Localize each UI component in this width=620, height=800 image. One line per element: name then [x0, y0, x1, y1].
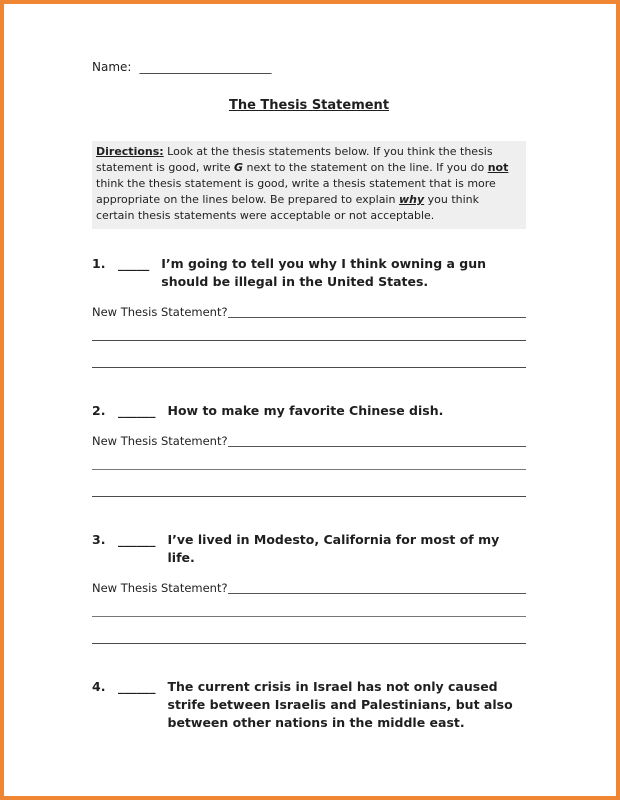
worksheet-title: The Thesis Statement	[228, 98, 390, 113]
question-text: I’m going to tell you why I think owning a gun should be illegal in the United States.	[161, 256, 487, 289]
answer-blank: ______	[118, 532, 156, 547]
directions-g-letter: G	[233, 161, 244, 174]
answer-blank: ______	[118, 679, 156, 694]
question-item-1	[92, 255, 526, 291]
answer-line	[92, 617, 526, 644]
new-thesis-label: New Thesis Statement?	[92, 305, 228, 319]
question-number: 3.	[92, 532, 106, 547]
question-item-3	[92, 531, 526, 567]
answer-line	[228, 306, 526, 318]
answer-line	[92, 596, 526, 617]
new-thesis-row-1	[92, 304, 526, 320]
directions-text-3: think the thesis statement is good, write a thesis statement that is more appropriate on the lines below. Be prepared to explain	[96, 177, 496, 206]
answer-line	[228, 435, 526, 447]
question-text: The current crisis in Israel has not only caused strife between Israelis and Palestinians, but also between other nations in the middle east.	[167, 679, 513, 730]
answer-line	[228, 582, 526, 594]
answer-blank: _____	[118, 256, 150, 271]
answer-line	[92, 320, 526, 341]
directions-not-word: not	[487, 161, 509, 174]
directions-text-2: next to the statement on the line. If you do	[243, 161, 488, 174]
question-item-4	[92, 678, 526, 732]
new-thesis-row-3	[92, 580, 526, 596]
name-blank-line: ______________________	[139, 60, 272, 74]
directions-paragraph	[92, 141, 526, 229]
name-row	[92, 60, 526, 74]
question-item-2	[92, 402, 526, 420]
new-thesis-label: New Thesis Statement?	[92, 434, 228, 448]
new-thesis-row-2	[92, 433, 526, 449]
answer-line	[92, 341, 526, 368]
answer-blank: ______	[118, 403, 156, 418]
directions-label: Directions:	[96, 145, 164, 158]
question-number: 4.	[92, 679, 106, 694]
question-number: 2.	[92, 403, 106, 418]
directions-text-1: Look at the thesis statements below. If you think the thesis statement is good, write	[96, 145, 493, 174]
answer-line	[92, 449, 526, 470]
question-number: 1.	[92, 256, 106, 271]
directions-text-4: you think certain thesis statements were acceptable or not acceptable.	[96, 193, 480, 222]
name-label: Name:	[92, 60, 132, 74]
new-thesis-label: New Thesis Statement?	[92, 581, 228, 595]
question-text: I’ve lived in Modesto, California for most of my life.	[167, 532, 500, 565]
answer-line	[92, 470, 526, 497]
directions-why-word: why	[398, 193, 425, 206]
question-text: How to make my favorite Chinese dish.	[167, 403, 444, 418]
